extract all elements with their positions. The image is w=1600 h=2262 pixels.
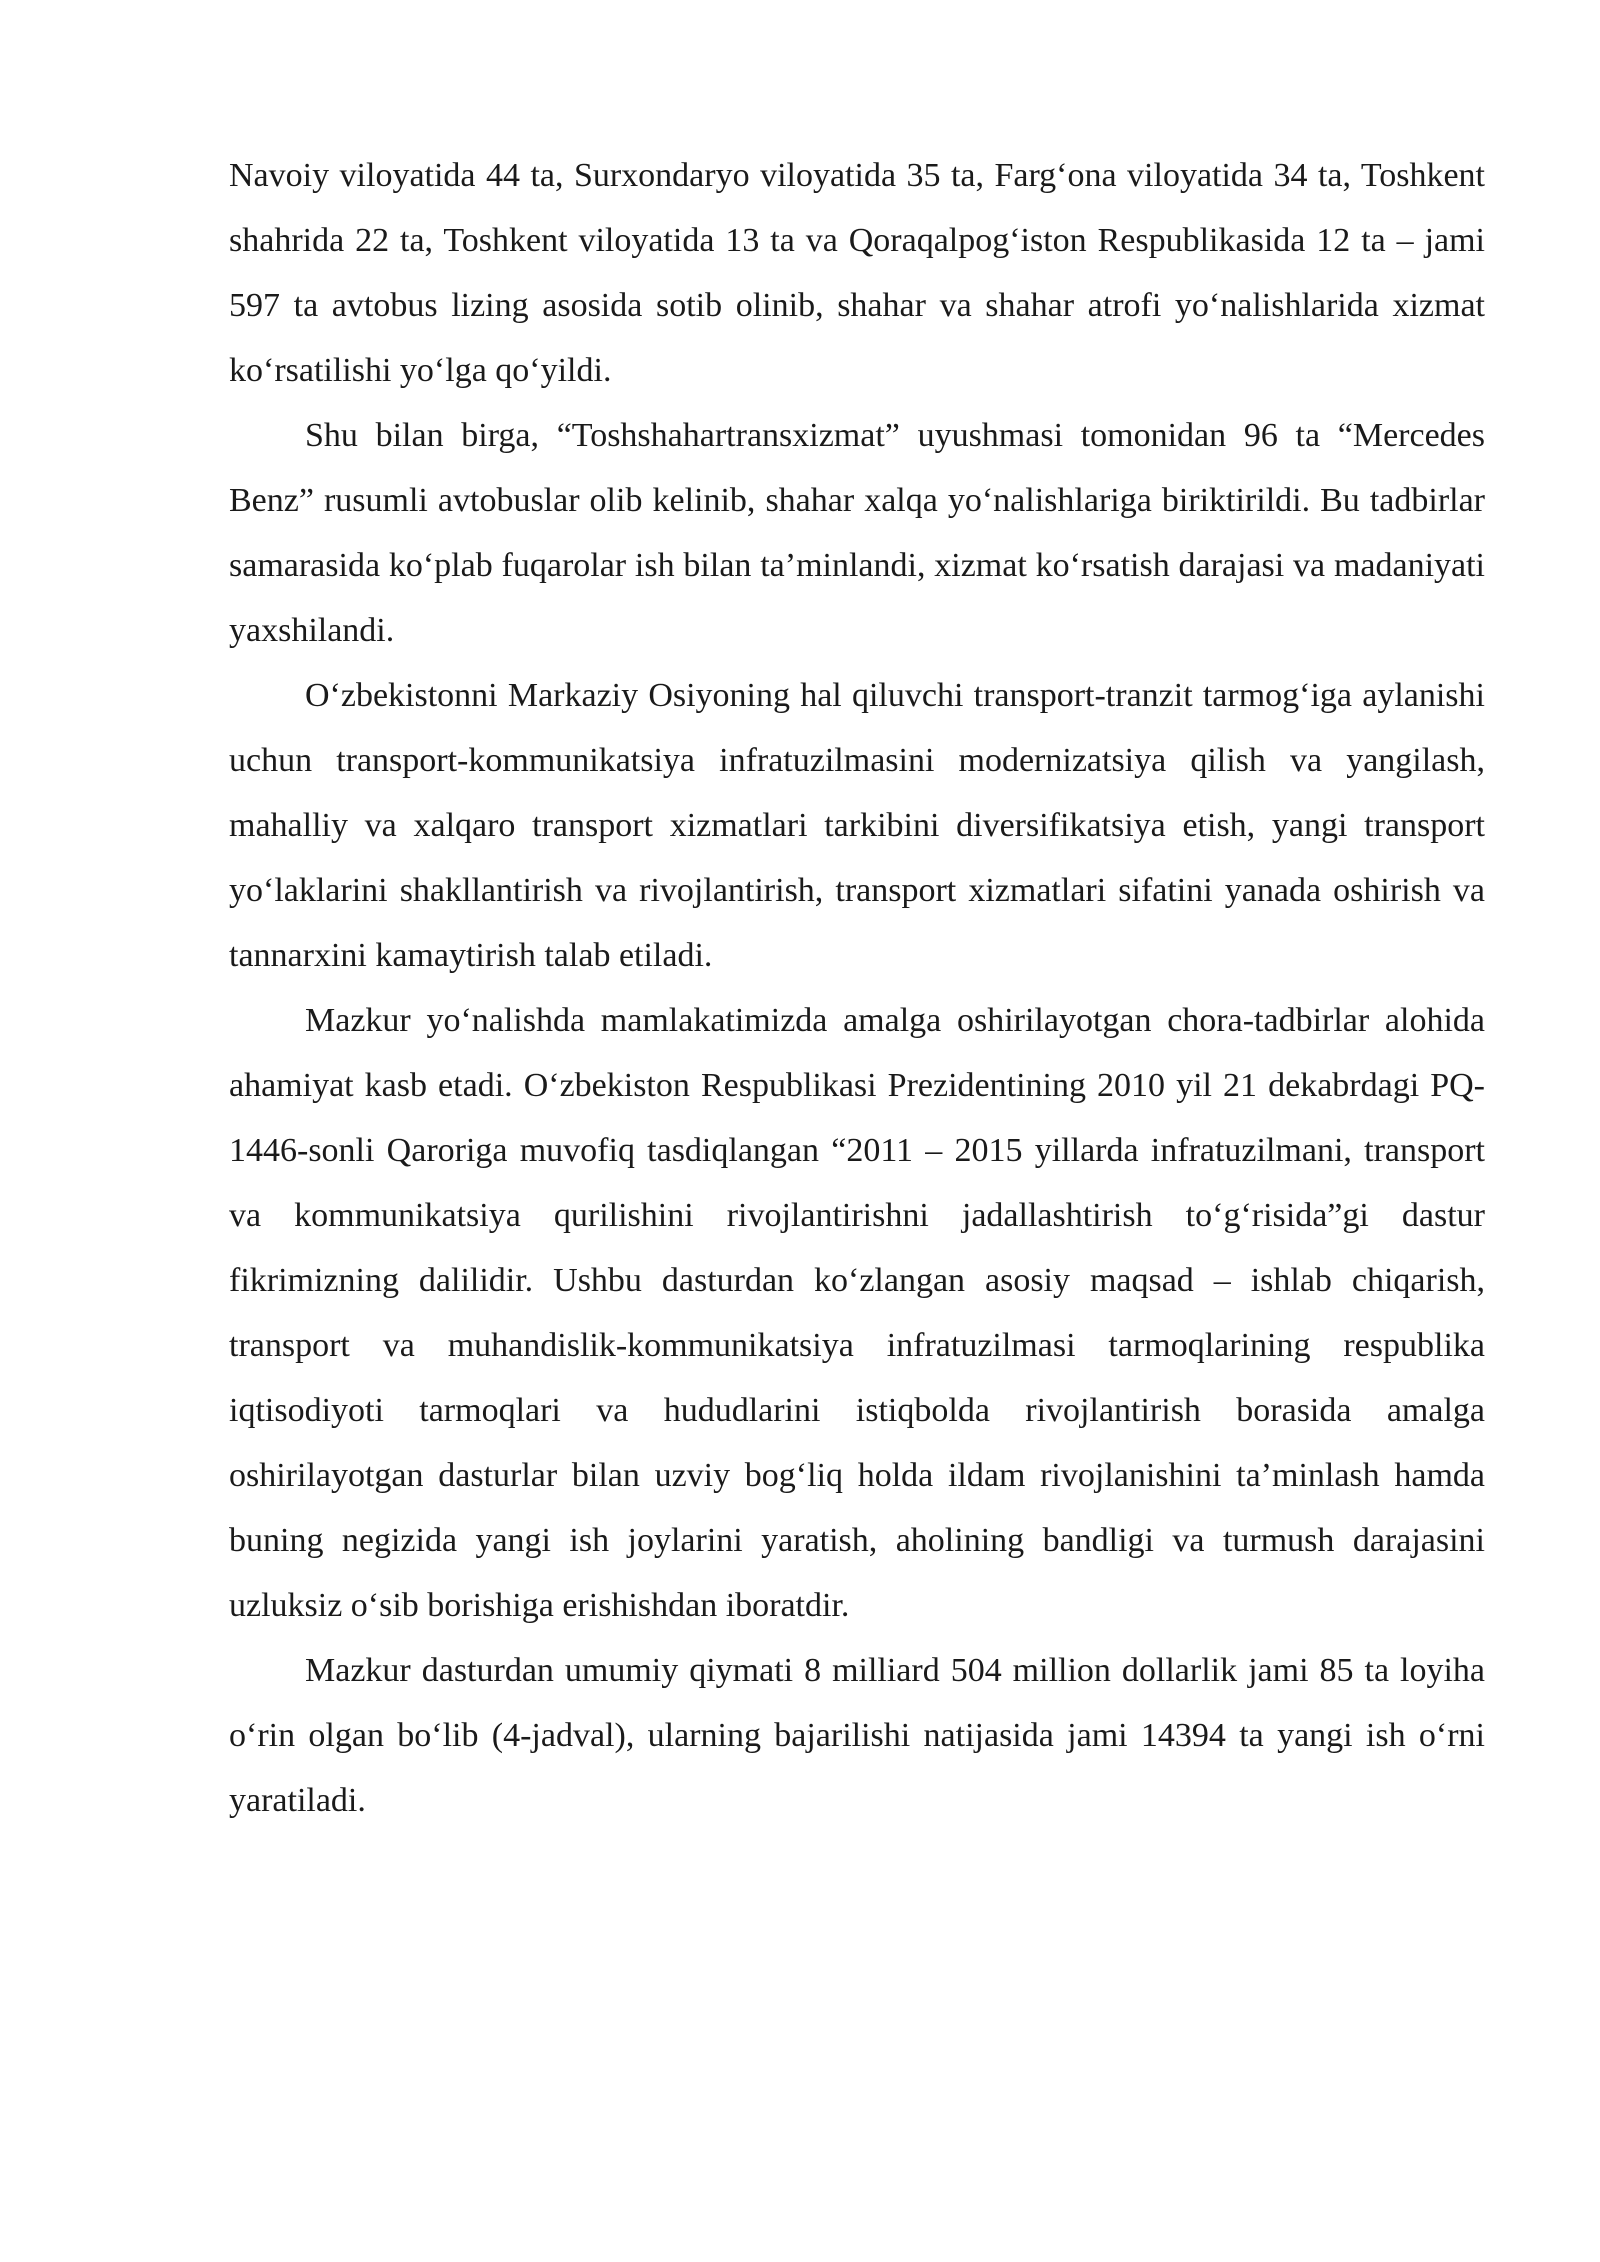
paragraph-2: Shu bilan birga, “Toshshahartransxizmat” uyushmasi tomonidan 96 ta “Mercedes Benz” rusumli avtobuslar olib kelinib, shahar xalqa yo‘nalishlariga biriktirildi. Bu tadbirlar samarasida ko‘plab fuqarolar ish bilan ta’minlandi, xizmat ko‘rsatish darajasi va madaniyati yaxshilandi. <box>229 417 1485 649</box>
paragraph-1: Navoiy viloyatida 44 ta, Surxondaryo viloyatida 35 ta, Farg‘ona viloyatida 34 ta, Toshkent shahrida 22 ta, Toshkent viloyatida 13 ta va Qoraqalpog‘iston Respublikasida 12 ta – jami 597 ta avtobus lizing asosida sotib olinib, shahar va shahar atrofi yo‘nalishlarida xizmat ko‘rsatilishi yo‘lga qo‘yildi. <box>229 157 1485 389</box>
paragraph-4: Mazkur yo‘nalishda mamlakatimizda amalga oshirilayotgan chora-tadbirlar alohida ahamiyat kasb etadi. O‘zbekiston Respublikasi Prezidentining 2010 yil 21 dekabrdagi PQ-1446-sonli Qaroriga muvofiq tasdiqlangan “2011 – 2015 yillarda infratuzilmani, transport va kommunikatsiya qurilishini rivojlantirishni jadallashtirish to‘g‘risida”gi dastur fikrimizning dalilidir. Ushbu dasturdan ko‘zlangan asosiy maqsad – ishlab chiqarish, transport va muhandislik-kommunikatsiya infratuzilmasi tarmoqlarining respublika iqtisodiyoti tarmoqlari va hududlarini istiqbolda rivojlantirish borasida amalga oshirilayotgan dasturlar bilan uzviy bog‘liq holda ildam rivojlanishini ta’minlash hamda buning negizida yangi ish joylarini yaratish, aholining bandligi va turmush darajasini uzluksiz o‘sib borishiga erishishdan iboratdir. <box>229 1002 1485 1624</box>
paragraph-3: O‘zbekistonni Markaziy Osiyoning hal qiluvchi transport-tranzit tarmog‘iga aylanishi uchun transport-kommunikatsiya infratuzilmasini modernizatsiya qilish va yangilash, mahalliy va xalqaro transport xizmatlari tarkibini diversifikatsiya etish, yangi transport yo‘laklarini shakllantirish va rivojlantirish, transport xizmatlari sifatini yanada oshirish va tannarxini kamaytirish talab etiladi. <box>229 677 1485 974</box>
document-body <box>229 143 1485 1833</box>
paragraph-5: Mazkur dasturdan umumiy qiymati 8 milliard 504 million dollarlik jami 85 ta loyiha o‘rin olgan bo‘lib (4-jadval), ularning bajarilishi natijasida jami 14394 ta yangi ish o‘rni yaratiladi. <box>229 1652 1485 1819</box>
